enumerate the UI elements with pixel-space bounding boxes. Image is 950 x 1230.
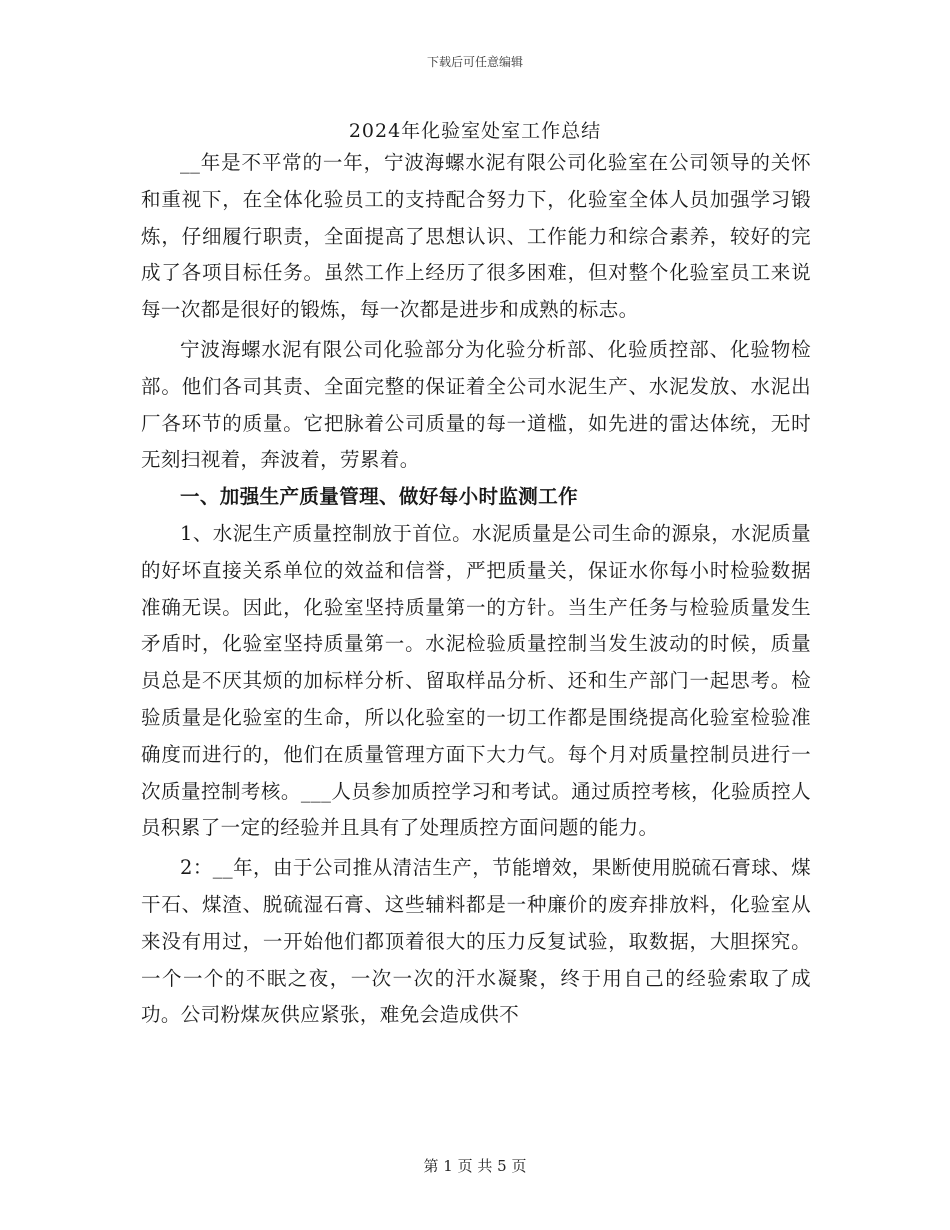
paragraph-departments: 宁波海螺水泥有限公司化验部分为化验分析部、化验质控部、化验物检部。他们各司其责、全面完整的保证着全公司水泥生产、水泥发放、水泥出厂各环节的质量。它把脉着公司质量的每一道槛，如先进的雷达体统，无时无刻扫视着，奔波着，劳累着。 (141, 337, 811, 472)
header-note: 下载后可任意编辑 (426, 55, 523, 69)
document-body (141, 145, 811, 1034)
document-title: 2024年化验室处室工作总结 (348, 120, 602, 142)
page-footer: 第 1 页 共 5 页 (423, 1157, 527, 1175)
paragraph-item-2: 2：__年，由于公司推从清洁生产，节能增效，果断使用脱硫石膏球、煤干石、煤渣、脱硫湿石膏、这些辅料都是一种廉价的废弃排放料，化验室从来没有用过，一开始他们都顶着很大的压力反复试验，取数据，大胆探究。一个一个的不眠之夜，一次一次的汗水凝聚，终于用自己的经验索取了成功。公司粉煤灰供应紧张，难免会造成供不 (141, 856, 811, 1027)
paragraph-item-1: 1、水泥生产质量控制放于首位。水泥质量是公司生命的源泉，水泥质量的好坏直接关系单位的效益和信誉，严把质量关，保证水你每小时检验数据准确无误。因此，化验室坚持质量第一的方针。当生产任务与检验质量发生矛盾时，化验室坚持质量第一。水泥检验质量控制当发生波动的时候，质量员总是不厌其烦的加标样分析、留取样品分析、还和生产部门一起思考。检验质量是化验室的生命，所以化验室的一切工作都是围绕提高化验室检验准确度而进行的，他们在质量管理方面下大力气。每个月对质量控制员进行一次质量控制考核。___人员参加质控学习和考试。通过质控考核，化验质控人员积累了一定的经验并且具有了处理质控方面问题的能力。 (141, 521, 811, 840)
paragraph-intro: __年是不平常的一年，宁波海螺水泥有限公司化验室在公司领导的关怀和重视下，在全体化验员工的支持配合努力下，化验室全体人员加强学习锻炼，仔细履行职责，全面提高了思想认识、工作能力和综合素养，较好的完成了各项目标任务。虽然工作上经历了很多困难，但对整个化验室员工来说每一次都是很好的锻炼，每一次都是进步和成熟的标志。 (141, 151, 811, 322)
section-heading: 一、加强生产质量管理、做好每小时监测工作 (180, 485, 579, 509)
